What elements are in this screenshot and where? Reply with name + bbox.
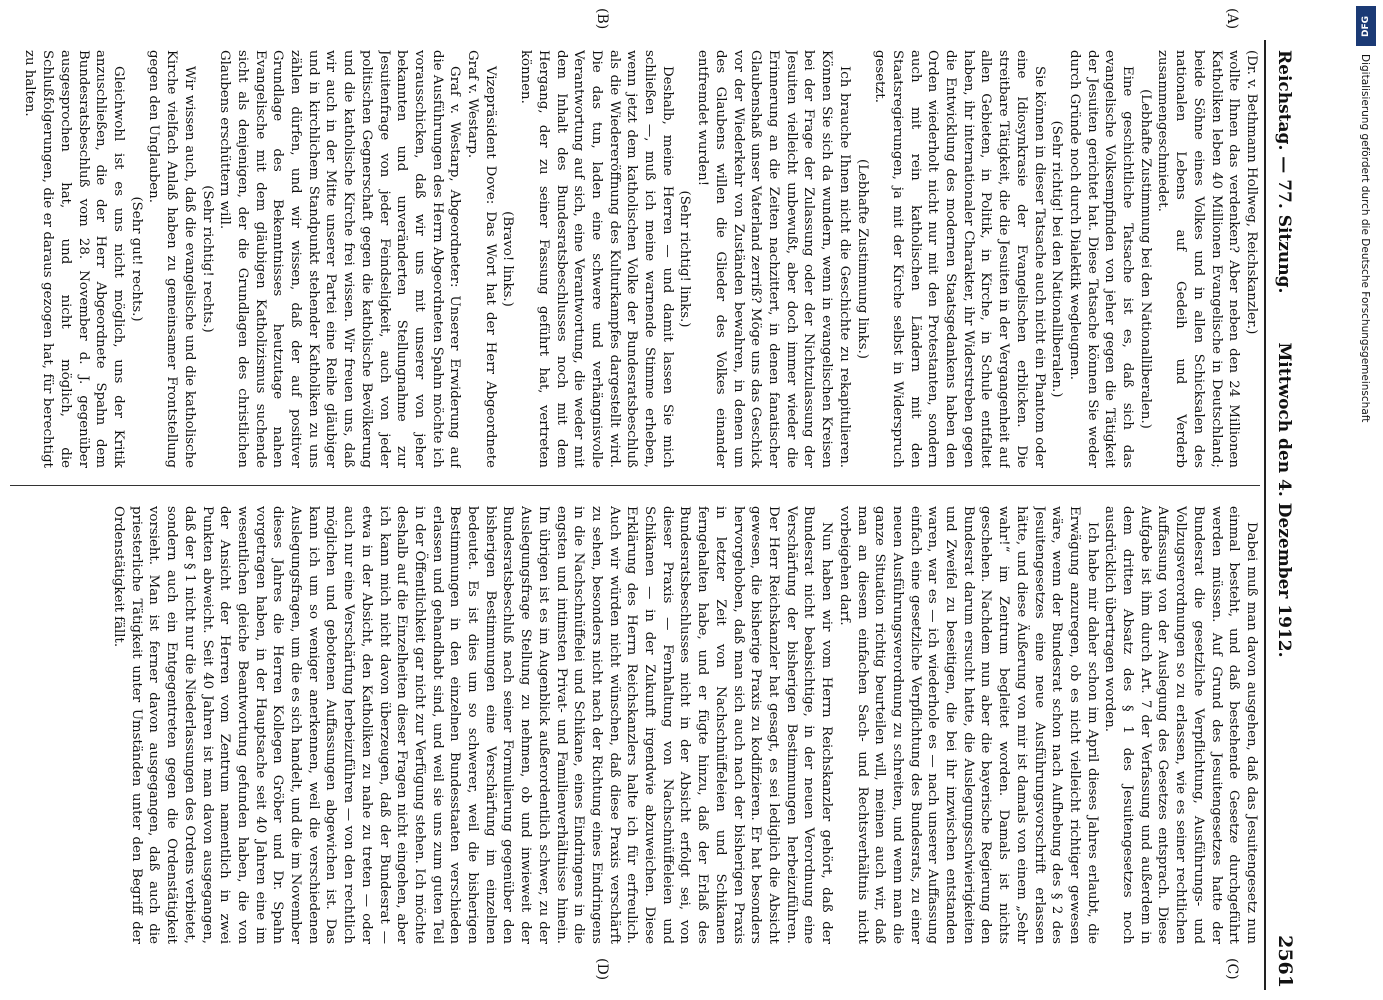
funding-notice: Digitalisierung gefördert durch die Deutsche Forschungsgemeinschaft [1359, 54, 1371, 423]
paragraph: Gleichwohl ist es uns nicht möglich, uns der Kritik anzuschließen, die der Herr Abgeordnete Spahn dem Bundesratsbeschluß vom 28. November d. J. gegenüber ausgesprochen hat, und nicht möglich, die Schlußfolgerungen, die er daraus gezogen hat, für berechtigt zu halten. [22, 50, 126, 468]
paragraph: Sie können in dieser Tatsache auch nicht ein Phantom oder eine Idiosynkrasie der Evangelischen erblicken. Die streitbare Tätigkeit, die die Jesuiten in der Vergangenheit auf allen Gebieten, in Politik, in Kirche, in Schule entfaltet haben, ihr internationaler Charakter, ihr Widerstreben gegen die Entwicklung des modernen Staatsgedankens haben den Orden wiederholt nicht nur mit den Protestanten, sondern auch mit rein katholischen Ländern mit den Staatsregierungen, ja mit der Kirche selbst in Widerspruch gesetzt. [872, 50, 1047, 468]
margin-mark-b: (B) [594, 8, 610, 30]
interjection: (Sehr richtig! bei den Nationalliberalen.) [1049, 120, 1065, 398]
column-divider [10, 485, 1260, 486]
paragraph: wollte Ihnen das verdenken? Aber neben den 24 Millionen Katholiken leben 40 Millionen Evangelische in Deutschland; beide Söhne eines Volkes und in allen Schicksalen des nationalen Lebens auf Gedeih und Verderb zusammengeschmiedet. [1155, 50, 1242, 468]
interjection: (Lebhafte Zustimmung bei den Nationalliberalen.) [1137, 89, 1153, 429]
paragraph: Eine geschichtliche Tatsache ist es, daß sich das evangelische Volksempfinden von jeher gegen die Tätigkeit der Jesuiten gerichtet hat. Diese Tatsache können Sie weder durch Gründe noch durch Dialektik wegleugnen. [1066, 50, 1136, 468]
paragraph: Deshalb, meine Herren — und damit lassen Sie mich schließen —, muß ich meine warnende Stimme erheben, wenn jetzt dem katholischen Volke der Bundesratsbeschluß als die Wiedereröffnung des Kulturkampfes dargestellt wird. Die das tun, laden eine schwere und verhängnisvolle Verantwortung auf sich, eine Verantwortung, die weder mit dem Inhalt des Bundesratsbeschlusses noch mit dem Hergang, der zu seiner Fassung geführt hat, vertreten können. [518, 50, 675, 468]
interjection: (Lebhafte Zustimmung links.) [854, 159, 870, 359]
page-header [1266, 0, 1300, 1000]
interjection: (Bravo! links.) [500, 211, 516, 307]
header-rule [1264, 40, 1266, 990]
margin-mark-c: (C) [1224, 958, 1240, 980]
header-left: Reichstag. — 77. Sitzung. [1274, 50, 1294, 294]
header-date: Mittwoch den 4. Dezember 1912. [1274, 342, 1294, 658]
right-column [10, 506, 1260, 944]
paragraph: Ich habe mir daher schon im April dieses Jahres erlaubt, die Erwägung anzuregen, ob es nicht vielleicht richtiger gewesen wäre, wenn der Bundesrat schon nach Aufhebung des § 2 des Jesuitengesetzes eine neue Ausführungsvorschrift erlassen hätte, und diese Äußerung von mir ist damals von einem „Sehr wahr!“ im Zentrum begleitet worden. Damals ist nichts geschehen. Nachdem nun aber die bayerische Regierung den Bundesrat darum ersucht hatte, die Auslegungsschwierigkeiten und Zweifel zu beseitigen, die bei ihr inzwischen entstanden waren, war es — ich wiederhole es — nach unserer Auffassung einfach eine gesetzliche Verpflichtung des Bundesrats, zu einer neuen Ausführungsverordnung zu schreiten, und wenn man die ganze Situation richtig beurteilen will, meinen auch wir, daß man an diesem einfachen Sach- und Rechtsverhältnis nicht vorbeigehen darf. [836, 506, 1100, 944]
margin-mark-d: (D) [594, 958, 610, 981]
interjection: (Sehr richtig! rechts.) [199, 185, 215, 333]
paragraph: Wir wissen auch, daß die evangelische und die katholische Kirche vielfach Anlaß haben zu gemeinsamer Frontstellung gegen den Unglauben. [146, 50, 197, 468]
interjection: (Sehr gut! rechts.) [128, 196, 144, 322]
margin-mark-a: (A) [1224, 8, 1240, 30]
paragraph: Dabei muß man davon ausgehen, daß das Jesuitengesetz nun einmal besteht, und daß bestehende Gesetze durchgeführt werden müssen. Auf Grund des Jesuitengesetzes hatte der Bundesrat die gesetzliche Verpflichtung, Ausführungs- und Vollzugsverordnungen so zu erlassen, wie es seiner rechtlichen Auffassung von der Auslegung des Gesetzes entsprach. Diese Aufgabe ist ihm durch Art. 7 der Verfassung und außerdem in dem dritten Absatz des § 1 des Jesuitengesetzes noch ausdrücklich übertragen worden. [1102, 506, 1259, 944]
dfg-logo: DFG [1356, 6, 1376, 46]
paragraph: Graf v. Westarp, Abgeordneter: Unserer Erwiderung auf die Ausführungen des Herrn Abgeordneten Spahn möchte ich vorausschicken, daß wir uns mit unserer von jeher bekannten und unveränderten Stellungnahme zur Jesuitenfrage von jeder Feindseligkeit, auch von jeder politischen Gegnerschaft gegen die katholische Bevölkerung und die katholische Kirche frei wissen. Wir freuen uns, daß wir auch in der Mitte unserer Partei eine Reihe gläubiger und in kirchlichem Standpunkt stehender Katholiken zu uns zählen dürfen, und wir wissen, daß der auf positiver Grundlage des Bekenntnisses heutzutage nahen Evangelische mit dem gläubigen Katholizismus suchende sicht als denjenigen, der die Grundlagen des christlichen Glaubens erschüttern will. [217, 50, 463, 468]
digitization-sidebar [1350, 0, 1383, 1000]
paragraph: Nun haben wir vom Herrn Reichskanzler gehört, daß der Bundesrat nicht beabsichtige, in der neuen Verordnung eine Verschärfung der bisherigen Bestimmungen herbeizuführen. Der Herr Reichskanzler hat gesagt, es sei lediglich die Absicht gewesen, die bisherige Praxis zu kodifizieren. Er hat besonders hervorgehoben, daß man sich auch nach der bisherigen Praxis in letzter Zeit von Nachschnüffeleien und Schikanen ferngehalten habe, und er fügte hinzu, daß der Erlaß des Bundesratsbeschlusses nicht in der Absicht erfolgt sei, von dieser Praxis — Fernhaltung von Nachschnüffeleien und Schikanen — in der Zukunft irgendwie abzuweichen. Diese Erklärung des Herrn Reichskanzlers halte ich für erfreulich. Auch wir würden nicht wünschen, daß diese Praxis verschärft zu sehen, besonders nicht nach der Richtung eines Eindringens in die Nachschnüffelei und Schikane, eines Eindringens in die engsten und intimsten Privat- und Familienverhältnisse hinein. Im übrigen ist es im Augenblick außerordentlich schwer, zu der Auslegungsfrage Stellung zu nehmen, ob und inwieweit der Bundesratsbeschluß nach seiner Formulierung gegenüber den bisherigen Bestimmungen eine Verschärfung im einzelnen bedeutet. Es ist dies um so schwerer, weil die bisherigen Bestimmungen in den einzelnen Bundesstaaten verschieden erlassen und gehandhabt sind, und weil sie uns zum guten Teil in der Öffentlichkeit gar nicht zur Verfügung stehen. Ich möchte deshalb auf die Einzelheiten dieser Fragen nicht eingehen, aber ich kann mich nicht davon überzeugen, daß der Bundesrat — etwa in der Absicht, den Katholiken zu nahe zu treten — oder auch nur eine Verschärfung herbeizuführen — von den rechtlich möglichen und gebotenen Auffassungen abgewichen ist. Das kann ich um so weniger anerkennen, weil die verschiedenen Auslegungsfragen, um die es sich handelt, und die im November dieses Jahres die Herren Kollegen Gröber und Dr. Spahn vorgetragen haben, in der Hauptsache seit 40 Jahren eine im wesentlichen gleiche Beantwortung gefunden haben, die von der Ansicht der Herren vom Zentrum namentlich in zwei Punkten abweicht. Seit 40 Jahren ist man davon ausgegangen, daß der § 1 nicht nur die Niederlassungen des Ordens verbietet, sondern auch ein Entgegentreten gegen die Ordenstätigkeit vorsieht. Man ist ferner davon ausgegangen, daß auch die priesterliche Tätigkeit unter Umständen unter den Begriff der Ordenstätigkeit fällt. [111, 506, 835, 944]
left-column [10, 50, 1260, 468]
paragraph: Ich brauche Ihnen nicht die Geschichte zu rekapitulieren. Können Sie sich da wundern, wenn in evangelischen Kreisen bei der Frage der Zulassung oder der Nichtzulassung der Jesuiten vielleicht unbewußt, aber doch immer wieder die Erinnerung an die Zeiten nachzittert, in denen fanatischer Glaubenshaß unser Vaterland zerriß? Möge uns das Geschick vor der Wiederkehr von Zuständen bewahren, in denen um des Glaubens willen die Glieder des Volkes einander entfremdet wurden! [695, 50, 852, 468]
paragraph: Vizepräsident Dove: Das Wort hat der Herr Abgeordnete Graf v. Westarp. [465, 50, 498, 468]
page-number: 2561 [1274, 935, 1296, 988]
speaker-line: (Dr. v. Bethmann Hollweg, Reichskanzler.) [1244, 50, 1259, 335]
interjection: (Sehr richtig! links.) [677, 190, 693, 328]
